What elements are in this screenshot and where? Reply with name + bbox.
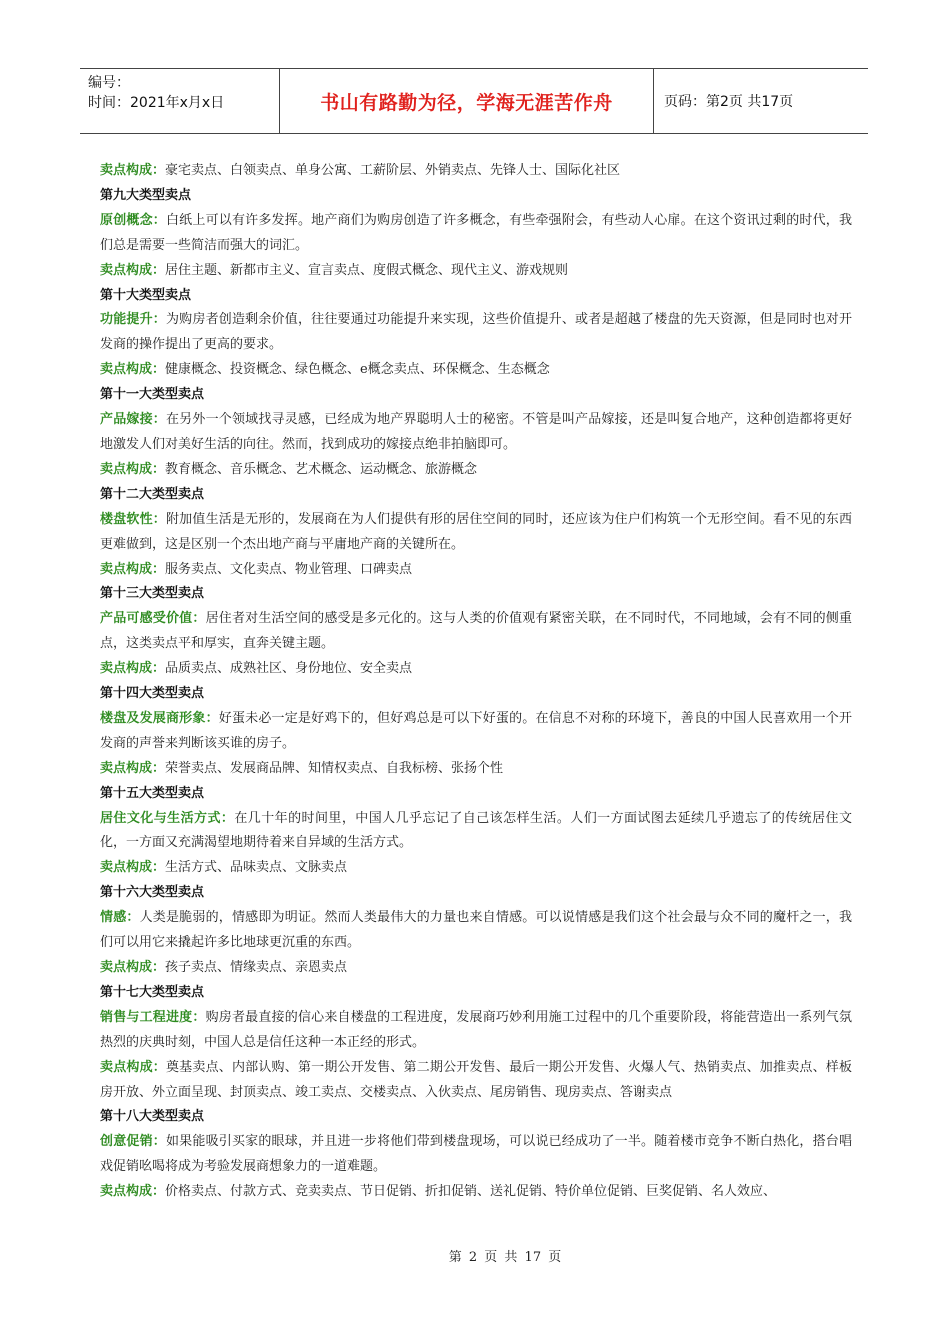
section-title: 第九大类型卖点 [100,187,192,203]
item-text: 品质卖点、成熟社区、身份地位、安全卖点 [165,661,413,677]
header-meta [80,69,280,133]
item-label: 卖点构成： [100,1059,166,1075]
item-label: 卖点构成： [100,1184,166,1200]
item-label: 卖点构成： [100,362,166,378]
section-item [100,209,852,259]
item-label: 产品嫁接： [100,412,166,428]
section-item [100,308,852,358]
item-label: 卖点构成： [100,163,166,178]
item-label: 卖点构成： [100,262,166,278]
section-item [100,1006,852,1056]
item-text: 居住者对生活空间的感受是多元化的。这与人类的价值观有紧密关联，在不同时代，不同地域，会有不同的侧重点，这类卖点平和厚实，直奔关键主题。 [100,611,852,652]
section-item [100,259,852,284]
section-item [100,1180,852,1205]
section-item [100,358,852,383]
section-item [100,408,852,458]
item-text: 价格卖点、付款方式、竞卖卖点、节日促销、折扣促销、送礼促销、特价单位促销、巨奖促销、名人效应、 [165,1184,777,1200]
item-text: 在几十年的时间里，中国人几乎忘记了自己该怎样生活。人们一方面试图去延续几乎遗忘了的传统居住文化，一方面又充满渴望地期待着来自异域的生活方式。 [100,810,852,851]
section-item [100,558,852,583]
section-item [100,458,852,483]
item-text: 为购房者创造剩余价值，往往要通过功能提升来实现，这些价值提升、或者是超越了楼盘的先天资源，但是同时也对开发商的操作提出了更高的要求。 [100,312,852,353]
item-label: 楼盘软性： [100,511,166,527]
header-motto: 书山有路勤为径，学海无涯苦作舟 [280,69,654,133]
section-item [100,1130,852,1180]
section-item [100,757,852,782]
item-text: 好蛋未必一定是好鸡下的，但好鸡总是可以下好蛋的。在信息不对称的环境下，善良的中国人民喜欢用一个开发商的声誉来判断该买谁的房子。 [100,710,852,751]
item-label: 创意促销： [100,1134,166,1150]
item-text: 如果能吸引买家的眼球，并且进一步将他们带到楼盘现场，可以说已经成功了一半。随着楼市竞争不断白热化，搭台唱戏促销吆喝将成为考验发展商想象力的一道难题。 [100,1134,852,1175]
item-text: 人类是脆弱的，情感即为明证。然而人类最伟大的力量也来自情感。可以说情感是我们这个社会最与众不同的魔杆之一，我们可以用它来撬起许多比地球更沉重的东西。 [100,910,852,951]
item-text: 奠基卖点、内部认购、第一期公开发售、第二期公开发售、最后一期公开发售、火爆人气、热销卖点、加推卖点、样板房开放、外立面呈现、封顶卖点、竣工卖点、交楼卖点、入伙卖点、尾房销售、现房卖点、答谢卖点 [100,1059,852,1100]
item-text: 居住主题、新都市主义、宣言卖点、度假式概念、现代主义、游戏规则 [165,262,569,278]
section-item [100,956,852,981]
section-item [100,1056,852,1106]
section-item [100,607,852,657]
section-item [100,159,852,184]
item-text: 在另外一个领域找寻灵感，已经成为地产界聪明人士的秘密。不管是叫产品嫁接，还是叫复合地产，这种创造都将更好地激发人们对美好生活的向往。然而，找到成功的嫁接点绝非拍脑即可。 [100,412,852,452]
date-label: 时间：2021年x月x日 [88,95,225,111]
section-title: 第十七大类型卖点 [100,984,205,1000]
section-item [100,856,852,881]
item-label: 卖点构成： [100,661,166,677]
section-item [100,707,852,757]
item-label: 卖点构成： [100,461,166,477]
item-text: 教育概念、音乐概念、艺术概念、运动概念、旅游概念 [165,461,478,477]
section-title: 第十一大类型卖点 [100,387,205,403]
item-text: 豪宅卖点、白领卖点、单身公寓、工薪阶层、外销卖点、先锋人士、国际化社区 [165,163,621,178]
section-title: 第十四大类型卖点 [100,686,205,702]
section-item [100,807,852,857]
item-label: 卖点构成： [100,860,166,876]
section-item [100,906,852,956]
item-label: 情感： [100,910,140,926]
item-text: 白纸上可以有许多发挥。地产商们为购房创造了许多概念，有些牵强附会，有些动人心扉。在这个资讯过剩的时代，我们总是需要一些简洁而强大的词汇。 [100,212,852,253]
item-label: 卖点构成： [100,561,166,577]
item-text: 服务卖点、文化卖点、物业管理、口碑卖点 [165,561,413,577]
item-text: 购房者最直接的信心来自楼盘的工程进度，发展商巧妙利用施工过程中的几个重要阶段，将能营造出一系列气氛热烈的庆典时刻，中国人总是信任这种一本正经的形式。 [100,1009,852,1050]
section-title: 第十六大类型卖点 [100,885,205,901]
serial-label: 编号： [88,75,130,91]
section-title: 第十大类型卖点 [100,287,192,303]
item-label: 卖点构成： [100,960,166,975]
section-title: 第十八大类型卖点 [100,1109,205,1125]
item-label: 卖点构成： [100,760,166,776]
item-label: 原创概念： [100,212,166,228]
item-label: 产品可感受价值： [100,611,206,627]
item-text: 荣誉卖点、发展商品牌、知情权卖点、自我标榜、张扬个性 [165,760,504,776]
header-page-info: 页码：第2页 共17页 [664,94,794,110]
section-item [100,508,852,558]
document-body [100,159,852,1205]
page-footer: 第 2 页 共 17 页 [448,1250,562,1265]
section-title: 第十五大类型卖点 [100,785,205,801]
item-text: 健康概念、投资概念、绿色概念、e概念卖点、环保概念、生态概念 [165,362,550,378]
item-text: 生活方式、品味卖点、文脉卖点 [165,860,348,876]
item-label: 销售与工程进度： [100,1009,206,1025]
item-label: 楼盘及发展商形象： [100,710,219,726]
item-label: 功能提升： [100,312,166,328]
item-text: 孩子卖点、情缘卖点、亲恩卖点 [165,960,348,975]
page-header [80,68,868,134]
section-item [100,657,852,682]
section-title: 第十三大类型卖点 [100,586,205,602]
item-text: 附加值生活是无形的，发展商在为人们提供有形的居住空间的同时，还应该为住户们构筑一个无形空间。看不见的东西更难做到，这是区别一个杰出地产商与平庸地产商的关键所在。 [100,511,852,552]
item-label: 居住文化与生活方式： [100,810,235,826]
section-title: 第十二大类型卖点 [100,486,205,502]
